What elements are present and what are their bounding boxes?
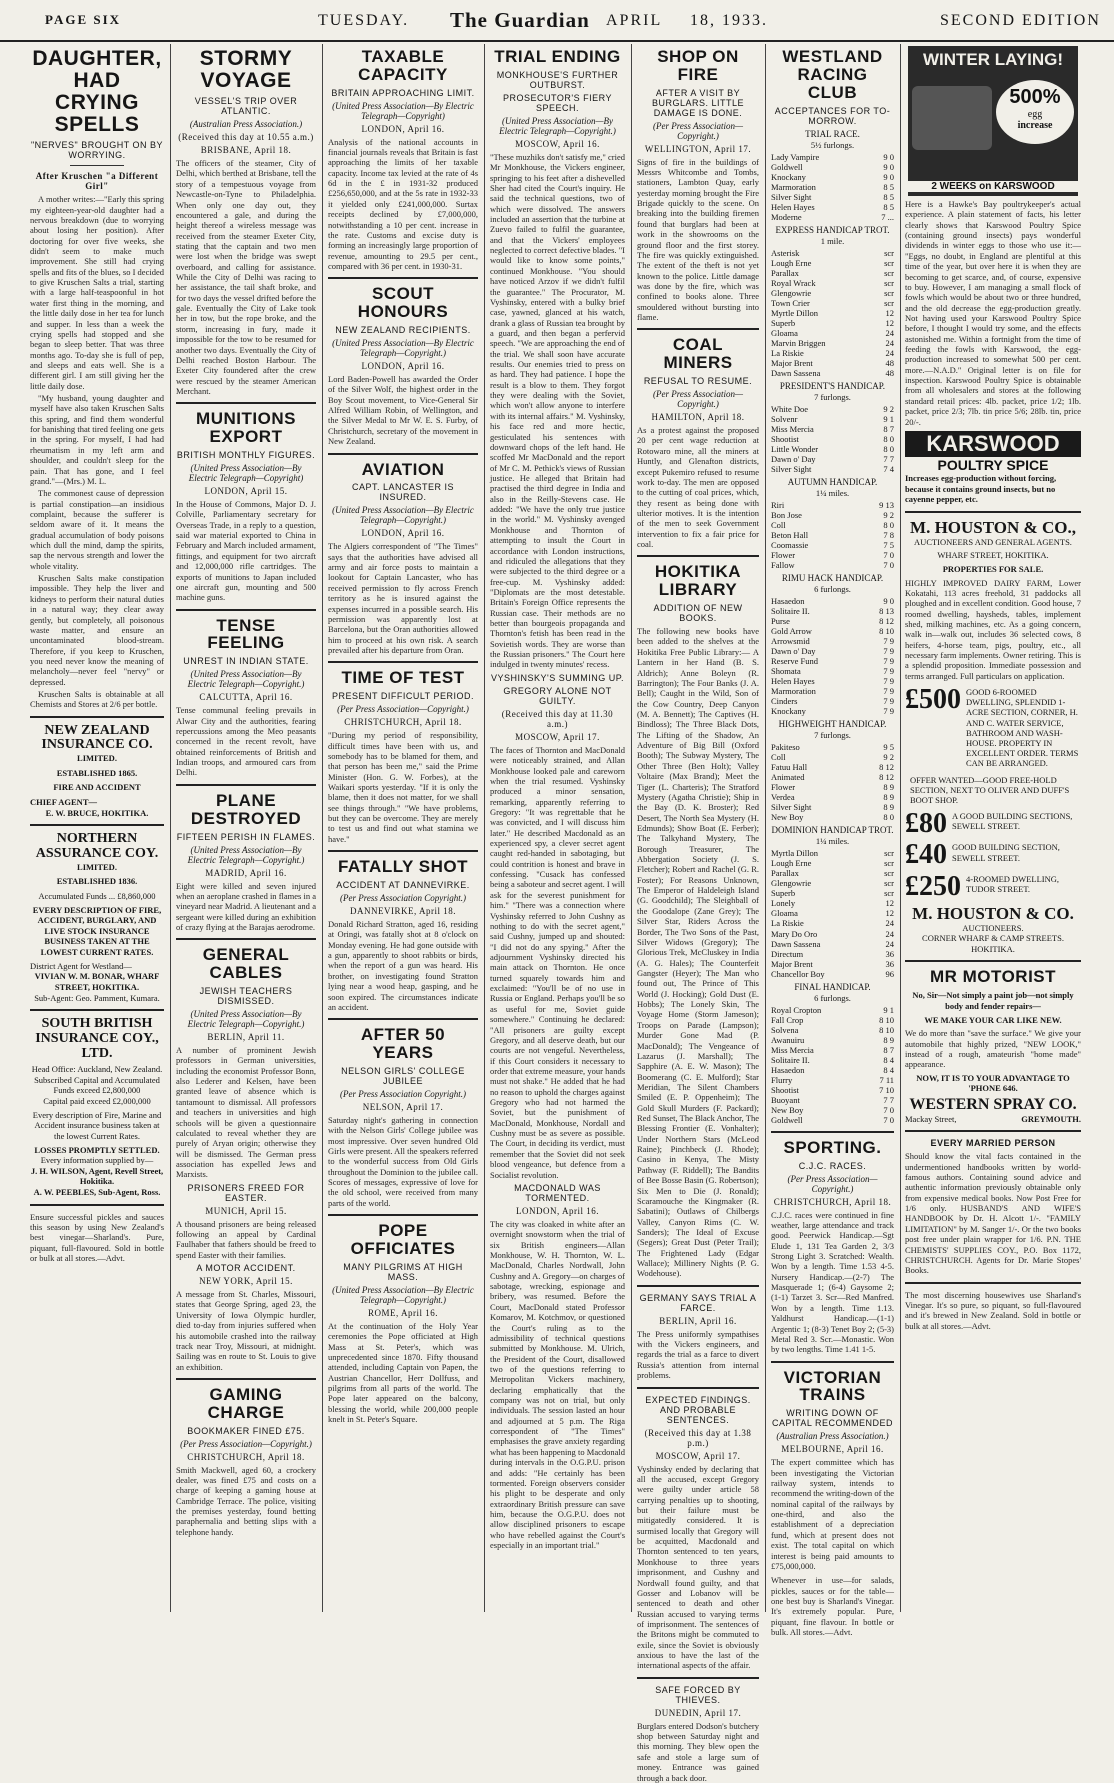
- headline-after-50-years: AFTER 50 YEARS: [360, 1025, 446, 1063]
- race-entry: Shootist 8 0: [771, 433, 894, 444]
- race-entry: Gloama 12: [771, 908, 894, 919]
- race-entry: Flurry 7 11: [771, 1074, 894, 1085]
- race-entry: Major Brent 36: [771, 958, 894, 969]
- race-entry: Chancellor Boy 96: [771, 968, 894, 979]
- column-rule: [765, 44, 766, 1612]
- race-entry: Dawn o' Day 7 7: [771, 453, 894, 464]
- race-title: HIGHWEIGHT HANDICAP.: [778, 719, 887, 730]
- column-4: TRIAL ENDING MONKHOUSE'S FURTHER OUTBURST. PROSECUTOR'S FIERY SPEECH. (United Press Association—By Electric Telegraph—Copyright.) MOSCOW, April 16. "These muzhiks don't satisfy me," cried Mr Monkhouse, the Vickers engineer, springing to his feet after a dishevelled Sher had cited the Court's inquiry. He said the technical questions, two of which were dissolved. The answers included an assertion that the turbine at Zuevo failed to fulfil the guarantee, and that the Vickers' employees neglected to correct defective blades. "I would like to know some points," continued Monkhouse. "You should have noticed Arzov if we didn't fulfil the guarantee." The Procurator, M. Vyshinsky, entered with a bulky brief case, yawned, glanced at his watch, drank a glass of Russian tea brought by a guard, and then began a perfervid speech. "We are approaching the end of the trial. We shall soon have accurate results. Our enemies tried to press on as hard. They had patience. I hope the result is a blow to them. They forgot they were dealing with the Soviet, which won't allow anyone to interfere with its internal affairs." M. Vyshinsky, his face red and more hectic, gesticulated his sentences with downward chops of the left hand. He scoffed Mr MacDonald and the report of Mr C. M. Pethick's views of Russian justice. He alleged that Britain had practised the third degree in India and also in the Reilly-Stevens case. He added: "We have the only true justice in the world." M. Vyshinsky avenged Monkhouse and Thornton of attempting to insult the Court in accordance with London instructions, and ridiculed the allegations that they were subjected to the third degree or a free-cup. M. Vyshinsky added: "Diplomats are the most detestable. Britain's Foreign Office represents the Russian case. Their methods are no better than bourgeois propaganda and Thornton's fetish has been read in the Sovietish words. They are worse than the Russian prisoners." The Court here indulged in twenty minutes' recess. VYSHINSKY'S SUMMING UP. GREGORY ALONE NOT GUILTY. (Received this day at 11.30 a.m.) MOSCOW, April 17. The faces of Thornton and MacDonald were noticeably strained, and Allan Monkhouse looked pale and careworn when the trial resumed. Vyshinsky produced a minor sensation, remarking, apparently referring to Gregory: "It was regrettable that he was convicted, and I will discuss him later." He described Macdonald as an experienced spy, a clever secret agent caught red-handed in sabotaging, but could contrition is honest and brave in confessing. "Cusack has confessed being a saboteur and secret agent. I will ask for the severest punishment for him." "There was a connection where Vyshinsky referred to John Cushny as nothing to do with the secret agent," said Cushny, jumped up and shouted: "I did not do any spying." After the adjournment Vyshinsky directed his main attack on Thornton. He once turned squarely towards him and exclaimed: "You'll be of no use in Russia or England. Perhaps you'll be so as useful for me, Soviet guide somewhere." Continuing he declared: "All prisoners are guilty except Gregory, and all deserve death, but our courts are not vengeful. Nevertheless, if this Court considers it necessary to order that extreme measure, your hands must not shake." He added that he had no reason to uphold the charges against Gregory who had not harmed the Soviet, but the punishment of MacDonald, Monkhouse, Nordall and Cushny must be as severe as possible. The Court, in deciding its verdict, must remember that the Soviet did not seek blood vengeance, but defence from a Socialist revolution. MACDONALD WAS TORMENTED. LONDON, April 16. The city was cloaked in white after an overnight snowstorm when the trial of six British engineers—Allan Monkhouse, W. H. Thornton, W. L. MacDonald, Charles Nordwall, John Cushny and A. Gregory—on charges of sabotage, wrecking, espionage and bribery, was resumed. Before the Court, MacDonald stated Professor Komarov, M. Kotchmov, or questioned the Court's ruling as to the admissibility of technical questions submitted by Monkhouse. M. Ulrich, the President of the Court, disallowed two of the questions referring to Metropolitan Vickers machinery, declaring emphatically that the company was not on trial, but only individuals. The session lasted an hour and adjourned at 5 p.m. The Riga correspondent of "The Times" emphasises the grave anxiety regarding what has been happening to Macdonald during intervals in the O.G.P.U. prison and adds: "He certainly has been tormented. Foreign observers consider his plight to be desperate and only extraordinary British pressure can save him, because the O.G.P.U. does not allow disciplined prisoners to escape who have rebelled against the Court's especially in an important trial.": [490, 47, 626, 1551]
- race-entry: Dawn o' Day 7 9: [771, 646, 894, 657]
- race-entry: White Doe 9 2: [771, 403, 894, 414]
- race-entry: New Boy 8 0: [771, 812, 894, 823]
- egg-shape: 500% egg increase: [996, 80, 1074, 144]
- race-entry: Verdea 8 9: [771, 792, 894, 803]
- race-entry: Gold Arrow 8 10: [771, 626, 894, 637]
- column-6: WESTLAND RACING CLUB ACCEPTANCES FOR TO-MORROW. TRIAL RACE. 5½ furlongs. Lady Vampire 9 0 Goldwell 9 0 Knockany 9 0 Marmoration 8 5 Silver Sight 8 5 Helen Hayes 8 5 Moderne 7 ... EXPRESS HANDICAP TROT. 1 mile. Asterisk scr Lough Erne scr Parallax scr Royal Wrack scr Glengowrie scr Town Crier scr Myrtle Dillon 12 Superb 12 Gloama 24 Marvin Briggen 24 La Riskie 24 Major Brent 48 Dawn Sassena 48 PRESIDENT'S HANDICAP. 7 furlongs. White Doe 9 2 Solvenr 9 1 Miss Mercia 8 7 Shootist 8 0 Little Wonder 8 0 Dawn o' Day 7 7 Silver Sight 7 4 AUTUMN HANDICAP. 1¼ miles. Riri 9 13 Bon Jose 9 2 Coll 8 0 Beton Hall 7 8 Coomassie 7 5 Flower 7 0 Fallow 7 0 RIMU HACK HANDICAP. 6 furlongs. Hasaedon 9 0 Solitaire II. 8 13 Purse 8 12 Gold Arrow 8 10 Arrowsmid 7 9 Dawn o' Day 7 9 Reserve Fund 7 9 Shomata 7 9 Helen Hayes 7 9 Marmoration 7 9 Cinders 7 9 Knockany 7 9 HIGHWEIGHT HANDICAP. 7 furlongs. Pakiteso 9 5 Coll 9 2 Fatuu Hall 8 12 Animated 8 12 Flower 8 9 Verdea 8 9 Silver Sight 8 9 New Boy 8 0 DOMINION HANDICAP TROT. 1¼ miles. Myrtla Dillon scr Lough Erne scr Parallax scr Glengowrie scr Superb scr Lonely 12 Gloama 12 La Riskie 24 Mary Do Oro 24 Dawn Sassena 24 Directum 36 Major Brent 36 Chancellor Boy 96 FINAL HANDICAP. 6 furlongs. Royal Cropton 9 1 Fall Crop 8 10 Solvena 8 10 Awanuiru 8 9 Miss Mercia 8 7 Solitaire II. 8 4 Hasaedon 8 4 Flurry 7 11 Shootist 7 10 Buoyant 7 7 New Boy 7 0 Goldwell 7 0 SPORTING. C.J.C. RACES. (Per Press Association—Copyright.) CHRISTCHURCH, April 18. C.J.C. races were continued in fine weather, large attendance and track good. Peerwick Handicap.—Sgt Elude 1, 131 Tea Garden 2, 3/3 Strong Light 3. Scratched: Wealth. Won by a length. Time 1.53 4-5. Nursery Handicap.—(2-7) The Masquerade 1; (6-4) Gaysome 2; (1-1) Tarzet 3. Scr—Red Manfred. Won by a length. Time 1.13. Yaldhurst Handicap.—(1-1) Argentic 1; (8-3) Tenet Boy 2; (5-3) Metal Red 3. Scr.—Monastic. Won by two lengths. Time 1.41 1-5. VICTORIAN TRAINS WRITING DOWN OF CAPITAL RECOMMENDED (Australian Press Association.) MELBOURNE, April 16. The expert committee which has been investigating the Victorian railway system, intends to recommend the writing-down of the nominal capital of the railways by one-third, and also the establishment of a depreciation fund, which at present does not exist. The total capital on which interest is being paid amounts to £75,000,000. Whenever in use—for salads, pickles, sauces or for the table—one best buy is Sharland's Vinegar. It's extremely popular. Pure, piquant, fine flavour. In bottle or bulk. All stores.—Advt.: [771, 47, 894, 1638]
- race-entry: Fall Crop 8 10: [771, 1014, 894, 1025]
- karswood-egg-illustration: WINTER LAYING! 500% egg increase 2 WEEKS on KARSWOOD: [908, 46, 1078, 196]
- kicker: After Kruschen "a Different Girl": [35, 171, 159, 192]
- headline-plane-destroyed: PLANE DESTROYED: [190, 790, 302, 828]
- race-entry: Hasaedon 8 4: [771, 1064, 894, 1075]
- race-entry: Silver Sight 8 5: [771, 191, 894, 202]
- race-entry: Dawn Sassena 24: [771, 938, 894, 949]
- race-title: EXPRESS HANDICAP TROT.: [775, 224, 890, 235]
- column-3: TAXABLE CAPACITY BRITAIN APPROACHING LIMIT. (United Press Association—By Electric Telegraph—Copyright) LONDON, April 16. Analysis of the national accounts in financial journals reveals that Britain is fast approaching the limits of her taxable capacity. Income tax levied at the rate of 4s 6d in the £ in 1931-32 produced £256,650,000, and at the 5s rate in 1932-33 it yielded only £241,000,000. Surtax receipts declined by £7,000,000, notwithstanding a 10 per cent. increase in the rate. Customs and excise duty is forming an increasingly large proportion of revenue, amounting to 29.5 per cent., compared with 36 per cent. in 1930-31. SCOUT HONOURS NEW ZEALAND RECIPIENTS. (United Press Association—By Electric Telegraph—Copyright.) LONDON, April 16. Lord Baden-Powell has awarded the Order of the Silver Wolf, the highest order in the Boy Scout movement, to Vice-General Sir Alfred William Robin, of Wellington, and the Silver Medal to Mr W. E. S. Furby, of Christchurch, secretary of the movement in New Zealand. AVIATION CAPT. LANCASTER IS INSURED. (United Press Association—By Electric Telegraph—Copyright.) LONDON, April 16. The Algiers correspondent of "The Times" says that the authorities have advised all army and air force posts to maintain a lookout for Captain Lancaster, who has received permission to fly across French territory as he is insured against the expenses incurred in a possible search. His permission was apparently lost at Barcelona, but the Oran authorities allowed him to proceed at his own risk. A search prevailed after his departure from Oran. TIME OF TEST PRESENT DIFFICULT PERIOD. (Per Press Association—Copyright.) CHRISTCHURCH, April 18. "During my period of responsibility, difficult times have been with us, and somebody has to be blamed for them, and that person has been me," said the Prime Minister (Hon. G. W. Forbes), at the Waikari sports yesterday. "If it is only the blame, then it does not matter, for we shall see things through." "We have problems, but they can be overcome. They are merely to test us and find out what stamina we have." FATALLY SHOT ACCIDENT AT DANNEVIRKE. (Per Press Association Copyright.) DANNEVIRKE, April 18. Donald Richard Stratton, aged 16, residing at Oringi, was fatally shot at 8 o'clock on Monday evening. He had gone outside with a gun, apparently to shoot rabbits or birds, when the report of a gun was heard. His brother, on investigating found Stratton lying near a wood heap, gasping, and he soon expired. The circumstances indicate an accident. AFTER 50 YEARS NELSON GIRLS' COLLEGE JUBILEE (Per Press Association Copyright.) NELSON, April 17. Saturday night's gathering in connection with the Nelson Girls' College jubilee was most impressive. Over seven hundred Old Girls were present. All the speakers referred to the wonderful success from Old Girls throughout the Dominion to the jubilee call. Scores of messages, expressive of love for the old school, were received from many parts of the world. POPE OFFICIATES MANY PILGRIMS AT HIGH MASS. (United Press Association—By Electric Telegraph—Copyright.) ROME, April 16. At the continuation of the Holy Year ceremonies the Pope officiated at High Mass at St. Peter's, which was unprecedented since 1870. Fifty thousand attended, including Captain von Papen, the Austrian Chancellor, Herr Dollfuss, and pilgrims from all parts of the world. The Pope later appeared on the balcony, blessing the world, while 200,000 people knelt in St. Peter's Square.: [328, 47, 478, 1425]
- property-listing: [905, 808, 1081, 840]
- race-entry: Animated 8 12: [771, 772, 894, 783]
- race-entry: Hasaedon 9 0: [771, 596, 894, 607]
- property-price: £80: [905, 808, 947, 840]
- property-listings: [905, 684, 1081, 902]
- masthead-month: APRIL: [606, 12, 663, 29]
- race-entry: Bon Jose 9 2: [771, 509, 894, 520]
- race-distance: 7 furlongs.: [814, 730, 851, 741]
- race-distance: 1 mile.: [820, 235, 845, 246]
- race-entry: Knockany 7 9: [771, 706, 894, 717]
- headline-time-of-test: TIME OF TEST: [341, 668, 465, 688]
- race-entry: Superb scr: [771, 888, 894, 899]
- headline-trial-ending: TRIAL ENDING: [494, 47, 621, 66]
- article-body: A mother writes:—"Early this spring my eighteen-year-old daughter had a nervous breakdown (due to worrying about losing her position). After doctoring for over five weeks, she didn't seem to make much improvement. She still had crying spells and fits of the blues, so I decided to give Kruschen Salts a trial, starting with a large half-teaspoonful in hot water first thing in the morning, and the little daily dose in her tea for lunch and supper. In less than a week the crying spells had stopped and she began to sleep better. That was three months ago. To-day she is full of pep, and sleeps and eats well. She is a different girl. I am still giving her the little daily dose. "My husband, young daughter and myself have also taken Kruschen Salts this spring, and find them wonderful for banishing that tired feeling one gets in the spring. For myself, I had had rheumatism in my left arm and shoulder, and couldn't sleep for the pain. That has gone, and I feel grand."—(Mrs.) M. L. The commonest cause of depression is partial constipation—an insidious complaint, because the sufferer is seldom aware of it. It means the gradual accumulation of body poisons which dull the mind, damp the spirits, sap the nervous strength and lower the whole vitality. Kruschen Salts make constipation impossible. They help the liver and kidneys to perform their natural duties in a natural way; they clear away gently, but completely, all poisonous waste matter, and ensure an uncontaminated blood-stream. Therefore, if you keep to Kruschen, you need never know the meaning of melancholy—never feel "nervy" or depressed. Kruschen Salts is obtainable at all Chemists and Stores at 2/6 per bottle.: [30, 194, 164, 710]
- column-rule: [322, 44, 323, 1612]
- race-entry: Purse 8 12: [771, 616, 894, 627]
- column-rule: [631, 44, 632, 1612]
- property-description: GOOD 6-ROOMED DWELLING, SPLENDID 1-ACRE SECTION, CORNER, H. AND C. WATER SERVICE, BATHROOM AND WASH-HOUSE. PROPERTY IN EXCELLENT ORDER. TERMS CAN BE ARRANGED.: [966, 687, 1079, 769]
- race-distance: 6 furlongs.: [814, 584, 851, 595]
- race-entry: Beton Hall 7 8: [771, 530, 894, 540]
- ad-nz-insurance: NEW ZEALAND INSURANCE CO. LIMITED. ESTABLISHED 1865. FIRE AND ACCIDENT CHIEF AGENT— E. W. BRUCE, HOKITIKA.: [30, 722, 153, 818]
- race-title: RIMU HACK HANDICAP.: [781, 573, 884, 584]
- race-entry: Glengowrie scr: [771, 878, 894, 889]
- headline-munitions: MUNITIONS EXPORT: [196, 409, 296, 447]
- race-entry: Flower 7 0: [771, 550, 894, 561]
- ad-houston: M. HOUSTON & CO., AUCTIONEERS AND GENERAL AGENTS. WHARF STREET, HOKITIKA. PROPERTIES FOR SALE.: [910, 517, 1076, 574]
- race-acceptances: [771, 129, 894, 1125]
- column-rule: [170, 44, 171, 1612]
- race-entry: New Boy 7 0: [771, 1104, 894, 1115]
- headline-kruschen: DAUGHTER, HAD CRYING SPELLS: [32, 47, 162, 137]
- race-entry: Lady Vampire 9 0: [771, 151, 894, 162]
- subhead: "NERVES" BROUGHT ON BY WORRYING.: [30, 140, 164, 161]
- race-entry: Solvenr 9 1: [771, 413, 894, 424]
- race-entry: Lough Erne scr: [771, 858, 894, 869]
- race-entry: Solitaire II. 8 4: [771, 1054, 894, 1065]
- race-entry: Myrtla Dillon scr: [771, 848, 894, 859]
- race-entry: Little Wonder 8 0: [771, 443, 894, 454]
- race-entry: Helen Hayes 7 9: [771, 676, 894, 687]
- property-listing: [905, 775, 1081, 806]
- karswood-brand: KARSWOOD: [905, 431, 1081, 457]
- race-entry: Coomassie 7 5: [771, 540, 894, 551]
- race-title: TRIAL RACE.: [805, 128, 860, 139]
- property-description: GOOD BUILDING SECTION, SEWELL STREET.: [952, 842, 1060, 863]
- ad-pickles: Ensure successful pickles and sauces this season by using New Zealand's best vinegar—Sharland's. Pure, piquant, full-flavoured. Sold in bottle or bulk at all stores.—Advt.: [30, 1211, 164, 1264]
- headline-gaming-charge: GAMING CHARGE: [207, 1385, 285, 1422]
- article-body: Eight were killed and seven injured when an aeroplane crashed in flames in a vineyard near Madrid. A lieutenant and a sergeant were killed during an exhibition of crazy flying at the Barajas aerodrome.: [176, 880, 316, 932]
- race-entry: Miss Mercia 8 7: [771, 1044, 894, 1055]
- edition-label: SECOND EDITION: [940, 12, 1101, 29]
- race-entry: Gloama 24: [771, 327, 894, 338]
- column-rule: [484, 44, 485, 1612]
- column-7: WINTER LAYING! 500% egg increase 2 WEEKS on KARSWOOD Here is a Hawke's Bay poultrykeeper's actual experience. A plain statement of facts, his letter clearly shows that Karswood Poultry Spice (containing ground insects) pays wonderful dividends in winter eggs to those who use it:— "Eggs, no doubt, in England are plentiful at this time of the year, but over here it is when they are becoming to get scarce, and, of course, expensive to buy. However, I am managing a small flock of fowls which would be about two or three hundred, and the old decrease the egg-production greatly. Not having used your Karswood Poultry Spice before, I thought I would try some, and the effects astonished me. Within a fortnight from the time of feeding the fowls with Karswood, the egg-production increased to somewhat 500 per cent. more.—N.A.D." Original letter is on file for inspection. Karswood Poultry Spice is obtainable from all wholesalers and stores at the following standard retail prices: 4lb. packet, price 1/2; 1lb. packet, price 2/3; 7lb. tin price 5/6; 28lb. tin, price 20/-. KARSWOOD POULTRY SPICE Increases egg-production without forcing, because it contains ground insects, but no cayenne pepper, etc. M. HOUSTON & CO., AUCTIONEERS AND GENERAL AGENTS. WHARF STREET, HOKITIKA. PROPERTIES FOR SALE. HIGHLY IMPROVED DAIRY FARM, Lower Kokatahi, 113 acres freehold, 31 paddocks all ploughed and in excellent condition. Good house, 7 roomed dwelling, haysheds, tables, implement shed, milking machines, etc. As a going concern, walk in—walk out, includes 36 selected cows, 8 heifers, 4-horse team, pigs, poultry, etc., all necessary farm implements. Owner retiring. This is a splendid proposition. Immediate possession and terms arranged. Full particulars on application. £500 GOOD 6-ROOMED DWELLING, SPLENDID 1-ACRE SECTION, CORNER, H. AND C. WATER SERVICE, BATHROOM AND WASH-HOUSE. PROPERTY IN EXCELLENT ORDER. TERMS CAN BE ARRANGED. OFFER WANTED—GOOD FREE-HOLD SECTION, NEXT TO OLIVER AND DUFF'S BOOT SHOP. £80 A GOOD BUILDING SECTIONS, SEWELL STREET. £40 GOOD BUILDING SECTION, SEWELL STREET. £250 4-ROOMED DWELLING, TUDOR STREET. M. HOUSTON & CO. AUCTIONEERS. CORNER WHARF & CAMP STREETS. HOKITIKA. MR MOTORIST No, Sir—Not simply a paint job—not simply body and fender repairs— WE MAKE YOUR CAR LIKE NEW. We do more than "save the surface." We give your automobile that highly prized, "NEW LOOK," instead of a rough, amateurish "home made" appearance. NOW, IT IS TO YOUR ADVANTAGE TO 'PHONE 646. WESTERN SPRAY CO. Mackay Street, GREYMOUTH. EVERY MARRIED PERSON Should know the vital facts contained in the undermentioned handbooks written by world-famous authors. Containing sound advice and authentic information previously obtainable only from expensive medical books. Now Post Free for 1/6 only. HUSBAND'S AND WIFE'S HANDBOOK by Dr. H. Alcott 1/-. "FAMILY LIMITATION" by M. Sanger 1/-. Or the two books post free under plain wrapper for 1/6. P.N. THE CHEMISTS' SUPPLIES COY., P.O. Box 1172, CHRISTCHURCH. Agents for Dr. Marie Stopes' Books. The most discerning housewives use Sharland's Vinegar. It's so pure, so piquant, so full-flavoured and it's brewed in New Zealand. Sold in bottle or bulk at all stores.—Advt.: [905, 44, 1081, 1612]
- masthead-date: 18, 1933.: [690, 12, 768, 29]
- race-distance: 6 furlongs.: [814, 992, 851, 1003]
- newspaper-title: The Guardian: [450, 8, 590, 32]
- property-price: £500: [905, 684, 961, 716]
- race-distance: 1¼ miles.: [815, 487, 850, 498]
- race-entry: Dawn Sassena 48: [771, 367, 894, 378]
- headline-taxable-capacity: TAXABLE CAPACITY: [358, 47, 448, 84]
- race-entry: Silver Sight 7 4: [771, 463, 894, 474]
- headline-fatally-shot: FATALLY SHOT: [337, 857, 469, 877]
- column-1: [30, 44, 164, 1612]
- masthead-day: TUESDAY.: [318, 12, 410, 29]
- race-entry: Moderne 7 ...: [771, 211, 894, 222]
- race-entry: Silver Sight 8 9: [771, 802, 894, 813]
- race-entry: Glengowrie scr: [771, 287, 894, 298]
- headline-pope-officiates: POPE OFFICIATES: [350, 1221, 456, 1258]
- property-description: A GOOD BUILDING SECTIONS, SEWELL STREET.: [952, 811, 1073, 832]
- basket-icon: [912, 86, 992, 150]
- ad-northern-assurance: NORTHERN ASSURANCE COY. LIMITED. ESTABLISHED 1836. Accumulated Funds ... £8,860,000 EVERY DESCRIPTION OF FIRE, ACCIDENT, BURGLARY, AND LIVE STOCK INSURANCE BUSINESS TAKEN AT THE LOWEST CURRENT RATES. District Agent for Westland— VIVIAN W. M. BONAR, WHARF STREET, HOKITIKA. Sub-Agent: Geo. Pamment, Kumara.: [30, 831, 162, 1003]
- race-entry: Shootist 7 10: [771, 1084, 894, 1095]
- ad-houston-2: M. HOUSTON & CO. AUCTIONEERS. CORNER WHARF & CAMP STREETS. HOKITIKA.: [912, 903, 1074, 954]
- race-entry: Miss Mercia 8 7: [771, 423, 894, 434]
- property-price: £40: [905, 839, 947, 871]
- race-entry: Mary Do Oro 24: [771, 928, 894, 939]
- race-title: PRESIDENT'S HANDICAP.: [779, 380, 886, 391]
- race-entry: Town Crier scr: [771, 297, 894, 308]
- headline-tense-feeling: TENSE FEELING: [207, 615, 285, 653]
- race-title: FINAL HANDICAP.: [794, 981, 871, 992]
- race-entry: Parallax scr: [771, 868, 894, 879]
- race-entry: Directum 36: [771, 948, 894, 959]
- property-listing: [905, 870, 1081, 902]
- property-listing: [905, 839, 1081, 871]
- race-entry: Lough Erne scr: [771, 257, 894, 268]
- headline-coal-miners: COAL MINERS: [663, 335, 733, 373]
- race-entry: Solvena 8 10: [771, 1024, 894, 1035]
- race-entry: Knockany 9 0: [771, 171, 894, 182]
- race-entry: Marmoration 7 9: [771, 686, 894, 697]
- property-description: OFFER WANTED—GOOD FREE-HOLD SECTION, NEXT TO OLIVER AND DUFF'S BOOT SHOP.: [910, 774, 1070, 805]
- race-entry: Pakiteso 9 5: [771, 742, 894, 753]
- race-entry: Fatuu Hall 8 12: [771, 762, 894, 773]
- ad-motorist: MR MOTORIST No, Sir—Not simply a paint job—not simply body and fender repairs— WE MAKE YOUR CAR LIKE NEW. We do more than "save the surface." We give your automobile that highly prized, "NEW LOOK," instead of a rough, amateurish "home made" appearance. NOW, IT IS TO YOUR ADVANTAGE TO 'PHONE 646. WESTERN SPRAY CO. Mackay Street, GREYMOUTH.: [905, 967, 1081, 1124]
- headline-aviation: AVIATION: [361, 459, 445, 479]
- article-body: In the House of Commons, Major D. J. Colville, Parliamentary secretary for Overseas Trade, in a reply to a question, said war material exported to China in February and March included armament, fittings, and equipment for two aircraft and 12,000,000 rifle cartridges. The exports of munitions to Japan included one aircraft gun, mounting and 500 machine guns.: [176, 499, 316, 603]
- race-entry: Reserve Fund 7 9: [771, 656, 894, 667]
- headline-shop-on-fire: SHOP ON FIRE: [657, 47, 739, 84]
- race-distance: 5½ furlongs.: [810, 139, 855, 150]
- headline-victorian-trains: VICTORIAN TRAINS: [783, 1367, 882, 1405]
- column-rule: [900, 44, 901, 1612]
- race-entry: Asterisk scr: [771, 247, 894, 258]
- race-title: DOMINION HANDICAP TROT.: [771, 825, 894, 836]
- headline-scout-honours: SCOUT HONOURS: [357, 284, 449, 322]
- property-price: £250: [905, 870, 961, 902]
- race-distance: 7 furlongs.: [814, 391, 851, 402]
- race-entry: Cinders 7 9: [771, 696, 894, 707]
- race-entry: Parallax scr: [771, 267, 894, 278]
- race-entry: Royal Wrack scr: [771, 277, 894, 288]
- race-entry: Goldwell 9 0: [771, 161, 894, 172]
- race-entry: Riri 9 13: [771, 499, 894, 510]
- race-entry: Buoyant 7 7: [771, 1094, 894, 1105]
- race-entry: La Riskie 24: [771, 347, 894, 358]
- race-entry: Royal Cropton 9 1: [771, 1004, 894, 1015]
- race-entry: Major Brent 48: [771, 357, 894, 368]
- race-entry: Helen Hayes 8 5: [771, 201, 894, 212]
- race-entry: La Riskie 24: [771, 918, 894, 929]
- race-entry: Myrtle Dillon 12: [771, 307, 894, 318]
- headline-westland-racing: WESTLAND RACING CLUB: [782, 47, 883, 102]
- headline-hokitika-library: HOKITIKA LIBRARY: [654, 562, 742, 600]
- race-entry: Awanuiru 8 9: [771, 1034, 894, 1045]
- race-entry: Flower 8 9: [771, 782, 894, 793]
- page-number: PAGE SIX: [45, 12, 122, 27]
- race-entry: Solitaire II. 8 13: [771, 606, 894, 617]
- race-entry: Shomata 7 9: [771, 666, 894, 677]
- race-entry: Marmoration 8 5: [771, 181, 894, 192]
- race-distance: 1¼ miles.: [815, 836, 850, 847]
- race-entry: Coll 8 0: [771, 519, 894, 530]
- race-entry: Fallow 7 0: [771, 560, 894, 571]
- headline-sporting: SPORTING.: [783, 1137, 882, 1157]
- article-body: The officers of the steamer, City of Delhi, which berthed at Brisbane, tell the story of a tempestuous voyage from Newcastle-on-Tyne to Philadelphia. When only one day out, they encountered a gale, and during the height thereof a wireless message was received from the steamer Exeter City, stating that the captain and two men were lost when the bridge was swept overboard, and calling for assistance. While the City of Delhi was racing to her assistance, the tail shaft broke, and for two days the vessel drifted before the gale. Eventually the City of Lake took her in tow, but the rope broke, and the storm, increasing in fury, made it impossible for the tow to be resumed for another two days. Eventually the City of Delhi reached Boston Harbour. The Exeter City foundered after the crew were rescued by the steamer American Merchant.: [176, 158, 316, 396]
- article-body: Tense communal feeling prevails in Alwar City and the authorities, fearing repercussions among the Meo peasants concerned in the recent revolt, have obtained reinforcements of British and Indian troops, and armoured cars from Delhi.: [176, 705, 316, 778]
- column-5: SHOP ON FIRE AFTER A VISIT BY BURGLARS. LITTLE DAMAGE IS DONE. (Per Press Association—Copyright.) WELLINGTON, April 17. Signs of fire in the buildings of Messrs Whitcombe and Tombs, stationers, Lambton Quay, early yesterday morning brought the Fire Brigade quickly to the scene. On breaking into the building firemen found that burglars had been at work in the showrooms on the ground floor and the first storey. The fire was quickly extinguished. The extent of the theft is not yet known to the police. Little damage was done by the fire, which was confined to books alone. Three smouldered without bursting into flame. COAL MINERS REFUSAL TO RESUME. (Per Press Association—Copyright.) HAMILTON, April 18. As a protest against the proposed 20 per cent wage reduction at Rotowaro mine, all the miners at Huntly, and Glenafton districts, except Pukemiro refused to resume work to-day. The men are opposed to the cutting of coal prices, which, they resent as being done with ulterior motives. It is the intention of the men to seek Government intervention to fix a fair price for coal. HOKITIKA LIBRARY ADDITION OF NEW BOOKS. The following new books have been added to the shelves at the Hokitika Free Public Library:— A Lantern in her Hand (B. S. Aldrich); Anne Boleyn (R. Barrington); The Four Banks (J. A. Bell); Caught in the Wild, Son of the Cow Country, Deep Canyon (M. A. Bennett); The Captives (H. Bindloss); The Three Black Dots, The Lifting of the Shadow, An Adventure of Big Bill (Oxford Booth); The Subway Mystery, The Other Three (Ben Holt); Valley Voltaire (Max Brand); Meet the Tiger (L. Charteris); The Stratford Mystery (Agatha Christie); Ship in the Bay (D. K. Broster); Red Desert, The North Sea Mystery (H. Edmunds); Show Boat (E. Ferber); The Talkyhand Mystery, The Borough Treasurer, The Abbergation Society (J. S. Fletcher); Robert and Rachel (G. R. Foster); For Reasons Unknown, The Emperor of Haldeleigh Island (G. Goodchild); The Sleighball of the Goodalope (Zane Grey); The Silver Star, Riders Across the Border, The Two Sons of the Past, Silver Widows (Gregory); The Glorious Trek, McCluskey in India (A. G. Hales); The Counterfeit Gangster (Heyer); The Man who found out, The Prince of This World (J. Hocking); Gold Dust (E. Hobbs); The Lonely Skin, The Voyage Home (Storm Jameson); Troops on Parade (Lampson); Murder Gone Mad (P. MacDonald); The Vengeance of Lazarus (J. Marshall); The Sapphire (A. E. W. Mason); The Boomerang (C. E. Mulford); Star Meridian, The Silent Chambers Smiled (E. P. Oppenheim); The Gold Skull Murders (F. Packard); Red Sunset, The Black Anchor, The Blessing Frontier (E. Vonhalter); Under Northern Stars (McLeod Raine); Pinchbeck (J. Rhode); Casino in Kenya, The Misty Pathway (F. Riddell); The Bandits of Bee Bosse Basin (G. Robertson); Six Men to Die (J. Ronald); Scaramouche the Kingmaker (R. Sabatini); Outlaws of Chilbergs Valley, Canyon Rims (C. W. Sanders); The Ideal of Excuse (Segers); Great Dust (Peter Trail); The Frightened Lady (Edgar Wallace); Millinery Nights (P. G. Wodehouse). GERMANY SAYS TRIAL A FARCE. BERLIN, April 16. The Press uniformly sympathises with the Vickers engineers, and regards the trial as a farce to divert Russia's attention from internal problems. EXPECTED FINDINGS. AND PROBABLE SENTENCES. (Received this day at 1.38 p.m.) MOSCOW, April 17. Vyshinsky ended by declaring that all the accused, except Gregory were guilty under article 58 carrying penalties up to shooting, but their failure must be mitigatedly considered. It is surmised locally that Gregory will be acquitted, Macdonald and Thornton sentenced to ten years, Monkhouse to three years imprisonment, and Cushny and Nordwall found guilty, and that Gosser and Lobanov will be sentenced to death and other Russian accused to varying terms of imprisonment. The sentences of the Britons might be commuted to exile, since the Soviet is obviously anxious to have the last of the international aspects of the affair. SAFE FORCED BY THIEVES. DUNEDIN, April 17. Burglars entered Dodson's butchery shop between Saturday night and this morning. They blew open the safe and stole a large sum of money. Entrance was gained through a back door.: [637, 47, 759, 1783]
- property-description: 4-ROOMED DWELLING, TUDOR STREET.: [966, 873, 1060, 894]
- race-title: AUTUMN HANDICAP.: [787, 476, 878, 487]
- column-2: STORMY VOYAGE VESSEL'S TRIP OVER ATLANTIC. (Australian Press Association.) (Received this day at 10.55 a.m.) BRISBANE, April 18. The officers of the steamer, City of Delhi, which berthed at Brisbane, tell the story of a tempestuous voyage from Newcastle-on-Tyne to Philadelphia. When only one day out, they encountered a gale, and during the height thereof a wireless message was received from the steamer Exeter City, stating that the captain and two men were lost when the bridge was swept overboard, and calling for assistance. While the City of Delhi was racing to her assistance, the tail shaft broke, and for two days the vessel drifted before the gale. Eventually the City of Lake took her in tow, but the rope broke, and the storm, increasing in fury, made it impossible for the tow to be resumed for another two days. Eventually the City of Delhi reached Boston Harbour. The Exeter City foundered after the crew were rescued by the steamer American Merchant. MUNITIONS EXPORT BRITISH MONTHLY FIGURES. (United Press Association—By Electric Telegraph—Copyright) LONDON, April 15. In the House of Commons, Major D. J. Colville, Parliamentary secretary for Overseas Trade, in a reply to a question, said war material exported to China in February and March included armament, fittings, and equipment for two aircraft and 12,000,000 rifle cartridges. The exports of munitions to Japan included one aircraft gun, mounting and 500 machine guns. TENSE FEELING UNREST IN INDIAN STATE. (United Press Association—By Electric Telegraph—Copyright.) CALCUTTA, April 16. Tense communal feeling prevails in Alwar City and the authorities, fearing repercussions among the Meo peasants concerned in the recent revolt, have obtained reinforcements of British and Indian troops, and armoured cars from Delhi. PLANE DESTROYED FIFTEEN PERISH IN FLAMES. (United Press Association—By Electric Telegraph—Copyright.) MADRID, April 16. Eight were killed and seven injured when an aeroplane crashed in flames in a vineyard near Madrid. A lieutenant and a sergeant were killed during an exhibition of crazy flying at the Barajas aerodrome. GENERAL CABLES JEWISH TEACHERS DISMISSED. (United Press Association—By Electric Telegraph—Copyright.) BERLIN, April 11. A number of prominent Jewish professors in German universities, including the economist Professor Bonn, also Lederer and Kelsen, have been granted leave of absence which is tantamount to dismissal. All professors and teachers in universities and high schools will be given a questionnaire calculated to reveal whether they are purely of Aryan origin; otherwise they will be dismissed. The German press association has expelled Jews and Marxists. PRISONERS FREED FOR EASTER. MUNICH, April 15. A thousand prisoners are being released following an appeal by Cardinal Faulhaber that fathers should be freed to spend Easter with their families. A MOTOR ACCIDENT. NEW YORK, April 15. A message from St. Charles, Missouri, states that George Spring, aged 23, the University of Iowa Olympic hurdler, died to-day from injuries suffered when his automobile crashed into the railway track near Troy, Missouri, at midnight. Sailing was en route to St. Louis to give an exhibition. GAMING CHARGE BOOKMAKER FINED £75. (Per Press Association—Copyright.) CHRISTCHURCH, April 18. Smith Mackwell, aged 60, a crockery dealer, was fined £75 and costs on a charge of keeping a gaming house at Cambridge Terrace. The police, visiting the premises yesterday, found betting paraphernalia and betting slips with a telephone handy.: [176, 47, 316, 1537]
- headline-stormy-voyage: STORMY VOYAGE: [199, 47, 293, 93]
- property-listing: [905, 684, 1081, 769]
- race-entry: Goldwell 7 0: [771, 1114, 894, 1125]
- masthead: [0, 0, 1114, 42]
- race-entry: Arrowsmid 7 9: [771, 636, 894, 647]
- headline-general-cables: GENERAL CABLES: [202, 945, 290, 983]
- race-entry: Superb 12: [771, 317, 894, 328]
- race-entry: Coll 9 2: [771, 752, 894, 763]
- race-entry: Lonely 12: [771, 898, 894, 909]
- ad-south-british: SOUTH BRITISH INSURANCE COY., LTD. Head Office: Auckland, New Zealand. Subscribed Capital and Accumulated Funds exceed £2,800,000 Capital paid exceed £2,000,000 Every description of Fire, Marine and Accident insurance business taken at the lowest Current Rates. LOSSES PROMPTLY SETTLED. Every information supplied by— J. H. WILSON, Agent, Revell Street, Hokitika. A. W. PEEBLES, Sub-Agent, Ross.: [30, 1016, 164, 1198]
- race-entry: Marvin Briggen 24: [771, 337, 894, 348]
